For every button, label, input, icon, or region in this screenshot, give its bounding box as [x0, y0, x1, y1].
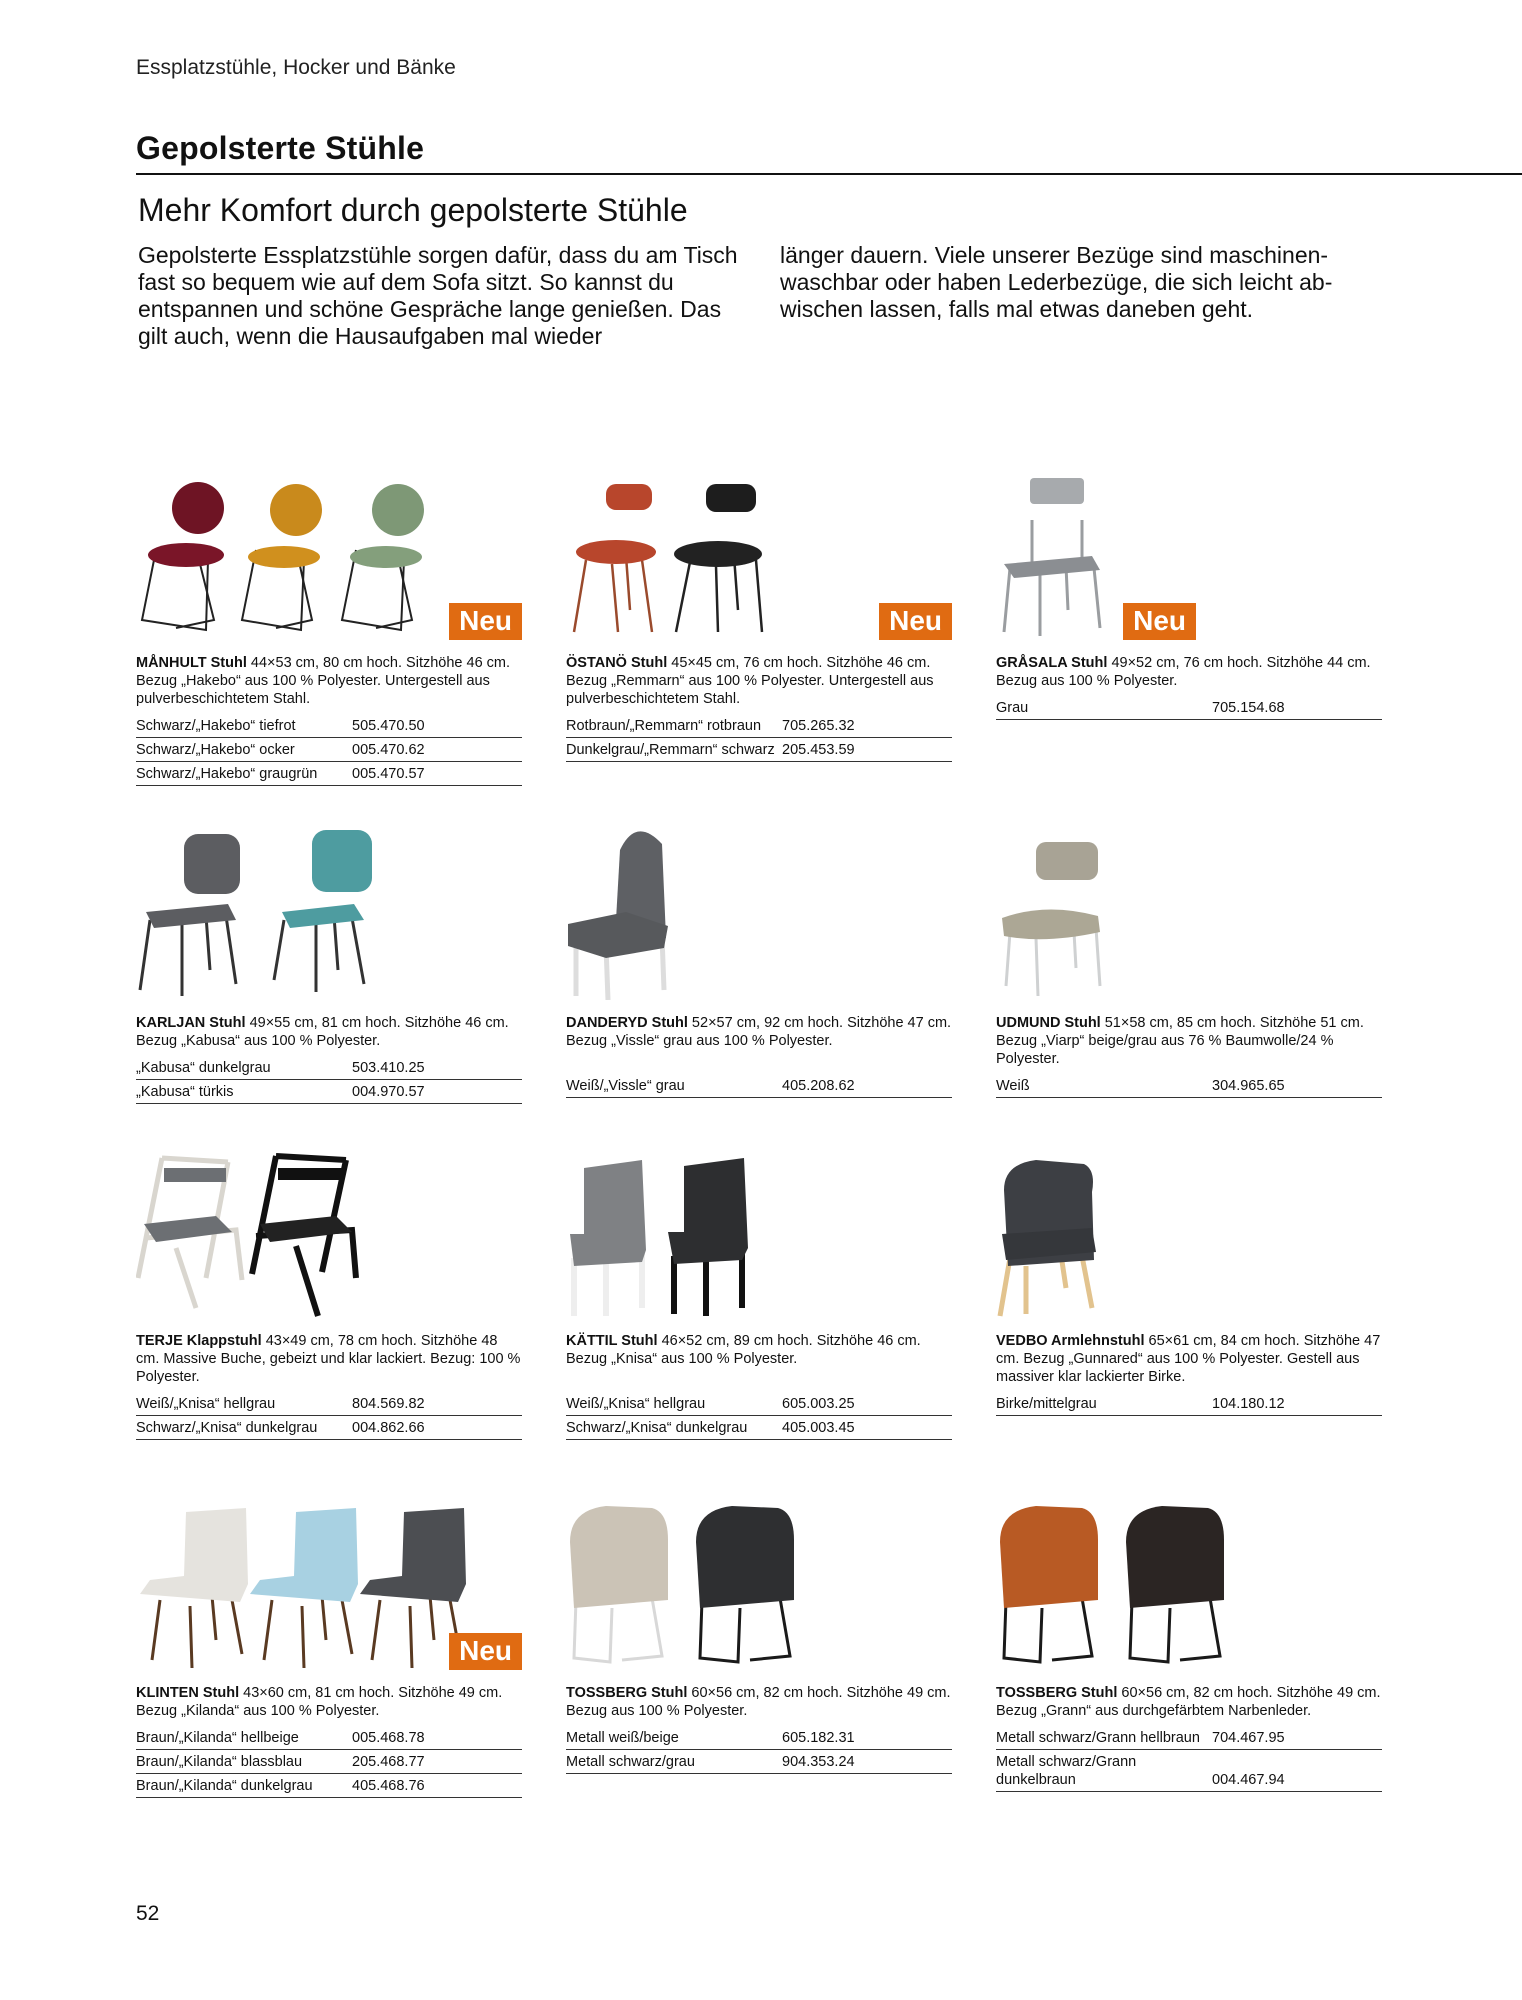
intro-text-column-2: länger dauern. Viele unserer Bezüge sind maschinenwaschbar oder haben Lederbezüge, die sich leicht abwischen lassen, falls mal etwas daneben geht. — [780, 242, 1333, 322]
product-image-kattil — [566, 1138, 952, 1318]
product-description: 43×60 cm, 81 cm hoch. Sitzhöhe 49 cm. Bezug „Kilanda“ aus 100 % Polyester. — [136, 1685, 503, 1719]
variant-row: Dunkelgrau/„Remmarn“ schwarz 205.453.59 — [566, 738, 952, 762]
variant-row: „Kabusa“ türkis 004.970.57 — [136, 1080, 522, 1104]
variant-row: Weiß/„Vissle“ grau 405.208.62 — [566, 1074, 952, 1098]
product-ostano — [566, 460, 952, 762]
product-description: 45×45 cm, 76 cm hoch. Sitzhöhe 46 cm. Bezug „Remmarn“ aus 100 % Polyester. Untergestell aus pulverbeschichtetem Stahl. — [566, 655, 934, 707]
product-description: 51×58 cm, 85 cm hoch. Sitzhöhe 51 cm. Bezug „Viarp“ beige/grau aus 76 % Baumwolle/24 % Polyester. — [996, 1015, 1364, 1067]
variant-row: Schwarz/„Knisa“ dunkelgrau 004.862.66 — [136, 1416, 522, 1440]
variant-row: Braun/„Kilanda“ hellbeige 005.468.78 — [136, 1726, 522, 1750]
new-badge: Neu — [449, 603, 522, 640]
product-tossberg-fabric — [566, 1490, 952, 1774]
product-image-grasala — [996, 460, 1382, 640]
product-description: 43×49 cm, 78 cm hoch. Sitzhöhe 48 cm. Massive Buche, gebeizt und klar lackiert. Bezug: 100 % Polyester. — [136, 1333, 521, 1385]
product-image-manhult — [136, 460, 522, 640]
product-image-tossberg-leather — [996, 1490, 1382, 1670]
product-description: 49×55 cm, 81 cm hoch. Sitzhöhe 46 cm. Bezug „Kabusa“ aus 100 % Polyester. — [136, 1015, 509, 1049]
product-description: 60×56 cm, 82 cm hoch. Sitzhöhe 49 cm. Bezug aus 100 % Polyester. — [566, 1685, 951, 1719]
product-image-tossberg-fabric — [566, 1490, 952, 1670]
product-name: KÄTTIL Stuhl — [566, 1333, 658, 1349]
variant-row: Metall weiß/beige 605.182.31 — [566, 1726, 952, 1750]
breadcrumb: Essplatzstühle, Hocker und Bänke — [136, 56, 456, 79]
product-grasala — [996, 460, 1382, 720]
product-name: TERJE Klappstuhl — [136, 1333, 262, 1349]
variant-row: Grau 705.154.68 — [996, 696, 1382, 720]
variant-row: Braun/„Kilanda“ blassblau 205.468.77 — [136, 1750, 522, 1774]
product-manhult — [136, 460, 522, 786]
product-image-vedbo — [996, 1138, 1382, 1318]
product-image-ostano — [566, 460, 952, 640]
product-name: TOSSBERG Stuhl — [996, 1685, 1118, 1701]
product-name: KARLJAN Stuhl — [136, 1015, 246, 1031]
product-danderyd — [566, 820, 952, 1098]
page-number: 52 — [136, 1902, 160, 1925]
section-divider — [136, 173, 1522, 175]
product-vedbo — [996, 1138, 1382, 1416]
product-description: 46×52 cm, 89 cm hoch. Sitzhöhe 46 cm. Bezug „Knisa“ aus 100 % Polyester. — [566, 1333, 921, 1367]
variant-row: Weiß/„Knisa“ hellgrau 605.003.25 — [566, 1392, 952, 1416]
variant-row: Birke/mittelgrau 104.180.12 — [996, 1392, 1382, 1416]
subheading: Mehr Komfort durch gepolsterte Stühle — [138, 192, 688, 228]
product-description: 49×52 cm, 76 cm hoch. Sitzhöhe 44 cm. Bezug aus 100 % Polyester. — [996, 655, 1371, 689]
product-description: 52×57 cm, 92 cm hoch. Sitzhöhe 47 cm. Bezug „Vissle“ grau aus 100 % Polyester. — [566, 1015, 952, 1049]
variant-row: Schwarz/„Hakebo“ graugrün 005.470.57 — [136, 762, 522, 786]
variant-row: „Kabusa“ dunkelgrau 503.410.25 — [136, 1056, 522, 1080]
product-name: MÅNHULT Stuhl — [136, 655, 247, 671]
product-kattil — [566, 1138, 952, 1440]
product-name: UDMUND Stuhl — [996, 1015, 1101, 1031]
product-image-karljan — [136, 820, 522, 1000]
product-name: VEDBO Armlehnstuhl — [996, 1333, 1145, 1349]
variant-row: Schwarz/„Hakebo“ ocker 005.470.62 — [136, 738, 522, 762]
product-name: TOSSBERG Stuhl — [566, 1685, 688, 1701]
product-image-udmund — [996, 820, 1382, 1000]
product-image-klinten — [136, 1490, 522, 1670]
new-badge: Neu — [879, 603, 952, 640]
new-badge: Neu — [449, 1633, 522, 1670]
product-udmund — [996, 820, 1382, 1098]
variant-row: Rotbraun/„Remmarn“ rotbraun 705.265.32 — [566, 714, 952, 738]
product-description: 44×53 cm, 80 cm hoch. Sitzhöhe 46 cm. Bezug „Hakebo“ aus 100 % Polyester. Untergestell aus pulverbeschichtetem Stahl. — [136, 655, 511, 707]
product-tossberg-leather — [996, 1490, 1382, 1792]
variant-row: Braun/„Kilanda“ dunkelgrau 405.468.76 — [136, 1774, 522, 1798]
product-description: 65×61 cm, 84 cm hoch. Sitzhöhe 47 cm. Bezug „Gunnared“ aus 100 % Polyester. Gestell aus massiver klar lackierter Birke. — [996, 1333, 1381, 1385]
product-name: ÖSTANÖ Stuhl — [566, 655, 668, 671]
variant-row: Metall schwarz/Grann dunkelbraun 004.467.94 — [996, 1750, 1382, 1792]
section-title: Gepolsterte Stühle — [136, 130, 425, 166]
variant-row: Schwarz/„Knisa“ dunkelgrau 405.003.45 — [566, 1416, 952, 1440]
intro-text-column-1: Gepolsterte Essplatzstühle sorgen dafür, dass du am Tisch fast so bequem wie auf dem Sofa sitzt. So kannst du entspannen und schöne Gespräche lange genießen. Das gilt auch, wenn die Hausaufgaben mal wieder — [138, 242, 738, 349]
variant-row: Metall schwarz/Grann hellbraun 704.467.95 — [996, 1726, 1382, 1750]
new-badge: Neu — [1123, 603, 1196, 640]
variant-row: Schwarz/„Hakebo“ tiefrot 505.470.50 — [136, 714, 522, 738]
product-terje — [136, 1138, 522, 1440]
variant-row: Weiß/„Knisa“ hellgrau 804.569.82 — [136, 1392, 522, 1416]
variant-row: Metall schwarz/grau 904.353.24 — [566, 1750, 952, 1774]
product-description: 60×56 cm, 82 cm hoch. Sitzhöhe 49 cm. Bezug „Grann“ aus durchgefärbtem Narbenleder. — [996, 1685, 1381, 1719]
product-name: DANDERYD Stuhl — [566, 1015, 688, 1031]
product-image-danderyd — [566, 820, 952, 1000]
product-klinten — [136, 1490, 522, 1798]
product-image-terje — [136, 1138, 522, 1318]
product-karljan — [136, 820, 522, 1104]
variant-row: Weiß 304.965.65 — [996, 1074, 1382, 1098]
product-name: KLINTEN Stuhl — [136, 1685, 240, 1701]
product-name: GRÅSALA Stuhl — [996, 655, 1108, 671]
